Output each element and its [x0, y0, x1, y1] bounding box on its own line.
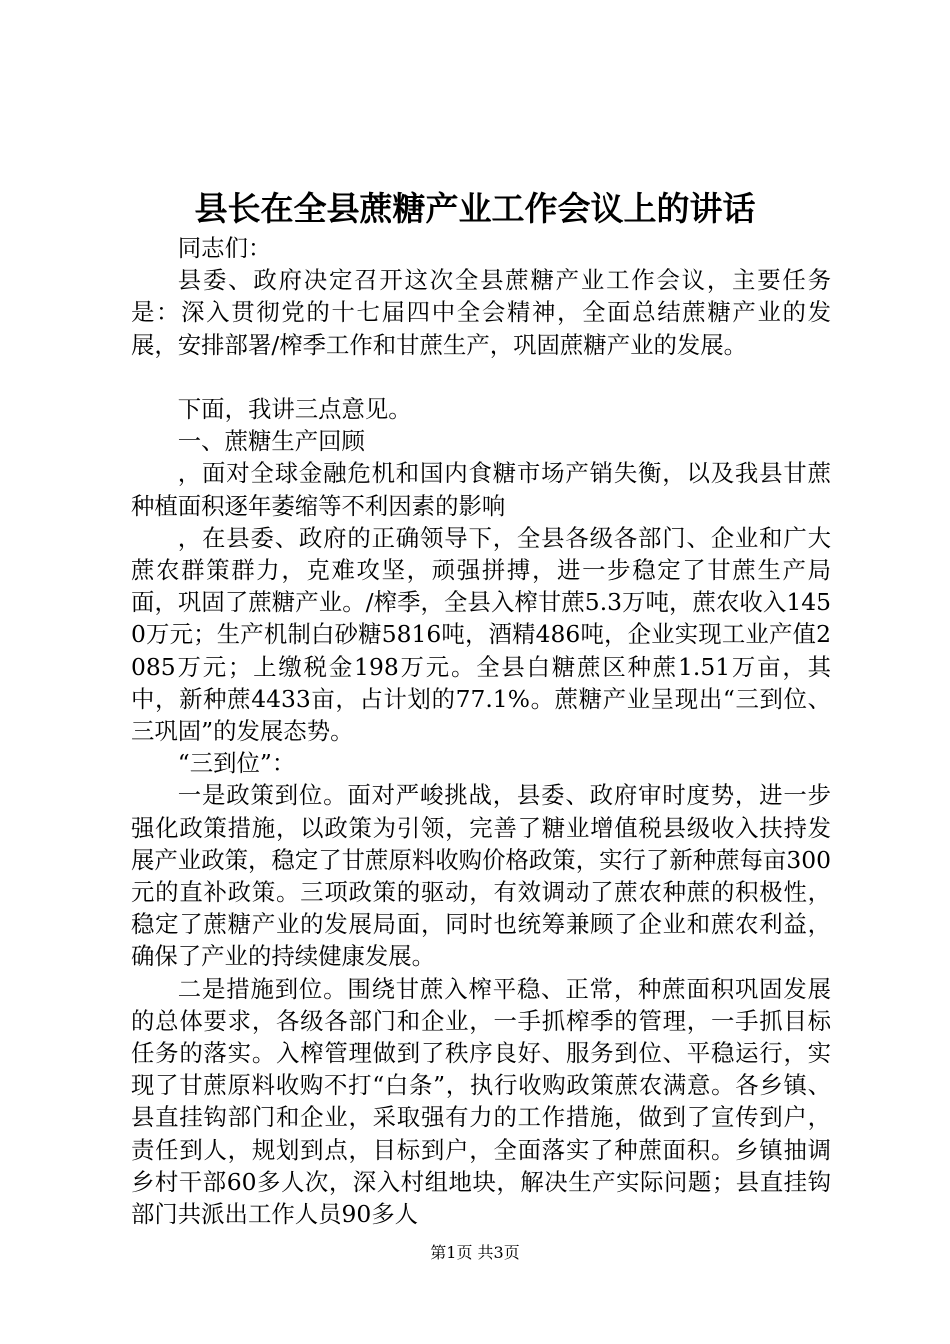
document-title: 县长在全县蔗糖产业工作会议上的讲话	[194, 189, 756, 228]
paragraph-blank	[131, 361, 831, 393]
paragraph-intro: 县委、政府决定召开这次全县蔗糖产业工作会议，主要任务是：深入贯彻党的十七届四中全会精神，全面总结蔗糖产业的发展，安排部署/榨季工作和甘蔗生产，巩固蔗糖产业的发展。	[131, 266, 831, 359]
section-heading-review: 一、蔗糖生产回顾	[177, 427, 365, 456]
paragraph-salutation: 同志们：	[177, 234, 272, 262]
paragraph-measures: 二是措施到位。围绕甘蔗入榨平稳、正常，种蔗面积巩固发展的总体要求，各级各部门和企业，一手抓榨季的管理，一手抓目标任务的落实。入榨管理做到了秩序良好、服务到位、平稳运行，实现了甘蔗原料收购不打“白条”，执行收购政策蔗农满意。各乡镇、县直挂钩部门和企业，采取强有力的工作措施，做到了宣传到户，责任到人，规划到点，目标到户，全面落实了种蔗面积。乡镇抽调乡村干部60多人次，深入村组地块，解决生产实际问题；县直挂钩部门共派出工作人员90多人	[131, 974, 831, 1229]
subheading-three-in-place: “三到位”：	[177, 749, 296, 778]
paragraph-outline: 下面，我讲三点意见。	[177, 395, 412, 423]
paragraph-context: ，面对全球金融危机和国内食糖市场产销失衡，以及我县甘蔗种植面积逐年萎缩等不利因素的影响	[131, 459, 831, 520]
paragraph-results: ，在县委、政府的正确领导下，全县各级各部门、企业和广大蔗农群策群力，克难攻坚，顽强拼搏，进一步稳定了甘蔗生产局面，巩固了蔗糖产业。/榨季，全县入榨甘蔗5.3万吨，蔗农收入1450万元；生产机制白砂糖5816吨，酒精486吨，企业实现工业产值2085万元；上缴税金198万元。全县白糖蔗区种蔗1.51万亩，其中，新种蔗4433亩，占计划的77.1%。蔗糖产业呈现出“三到位、三巩固”的发展态势。	[131, 523, 831, 746]
page-footer: 第1页 共3页	[430, 1243, 520, 1262]
document-body	[131, 232, 831, 1230]
paragraph-policy: 一是政策到位。面对严峻挑战，县委、政府审时度势，进一步强化政策措施，以政策为引领，完善了糖业增值税县级收入扶持发展产业政策，稳定了甘蔗原料收购价格政策，实行了新种蔗每亩300元的直补政策。三项政策的驱动，有效调动了蔗农种蔗的积极性，稳定了蔗糖产业的发展局面，同时也统筹兼顾了企业和蔗农利益，确保了产业的持续健康发展。	[131, 781, 831, 971]
